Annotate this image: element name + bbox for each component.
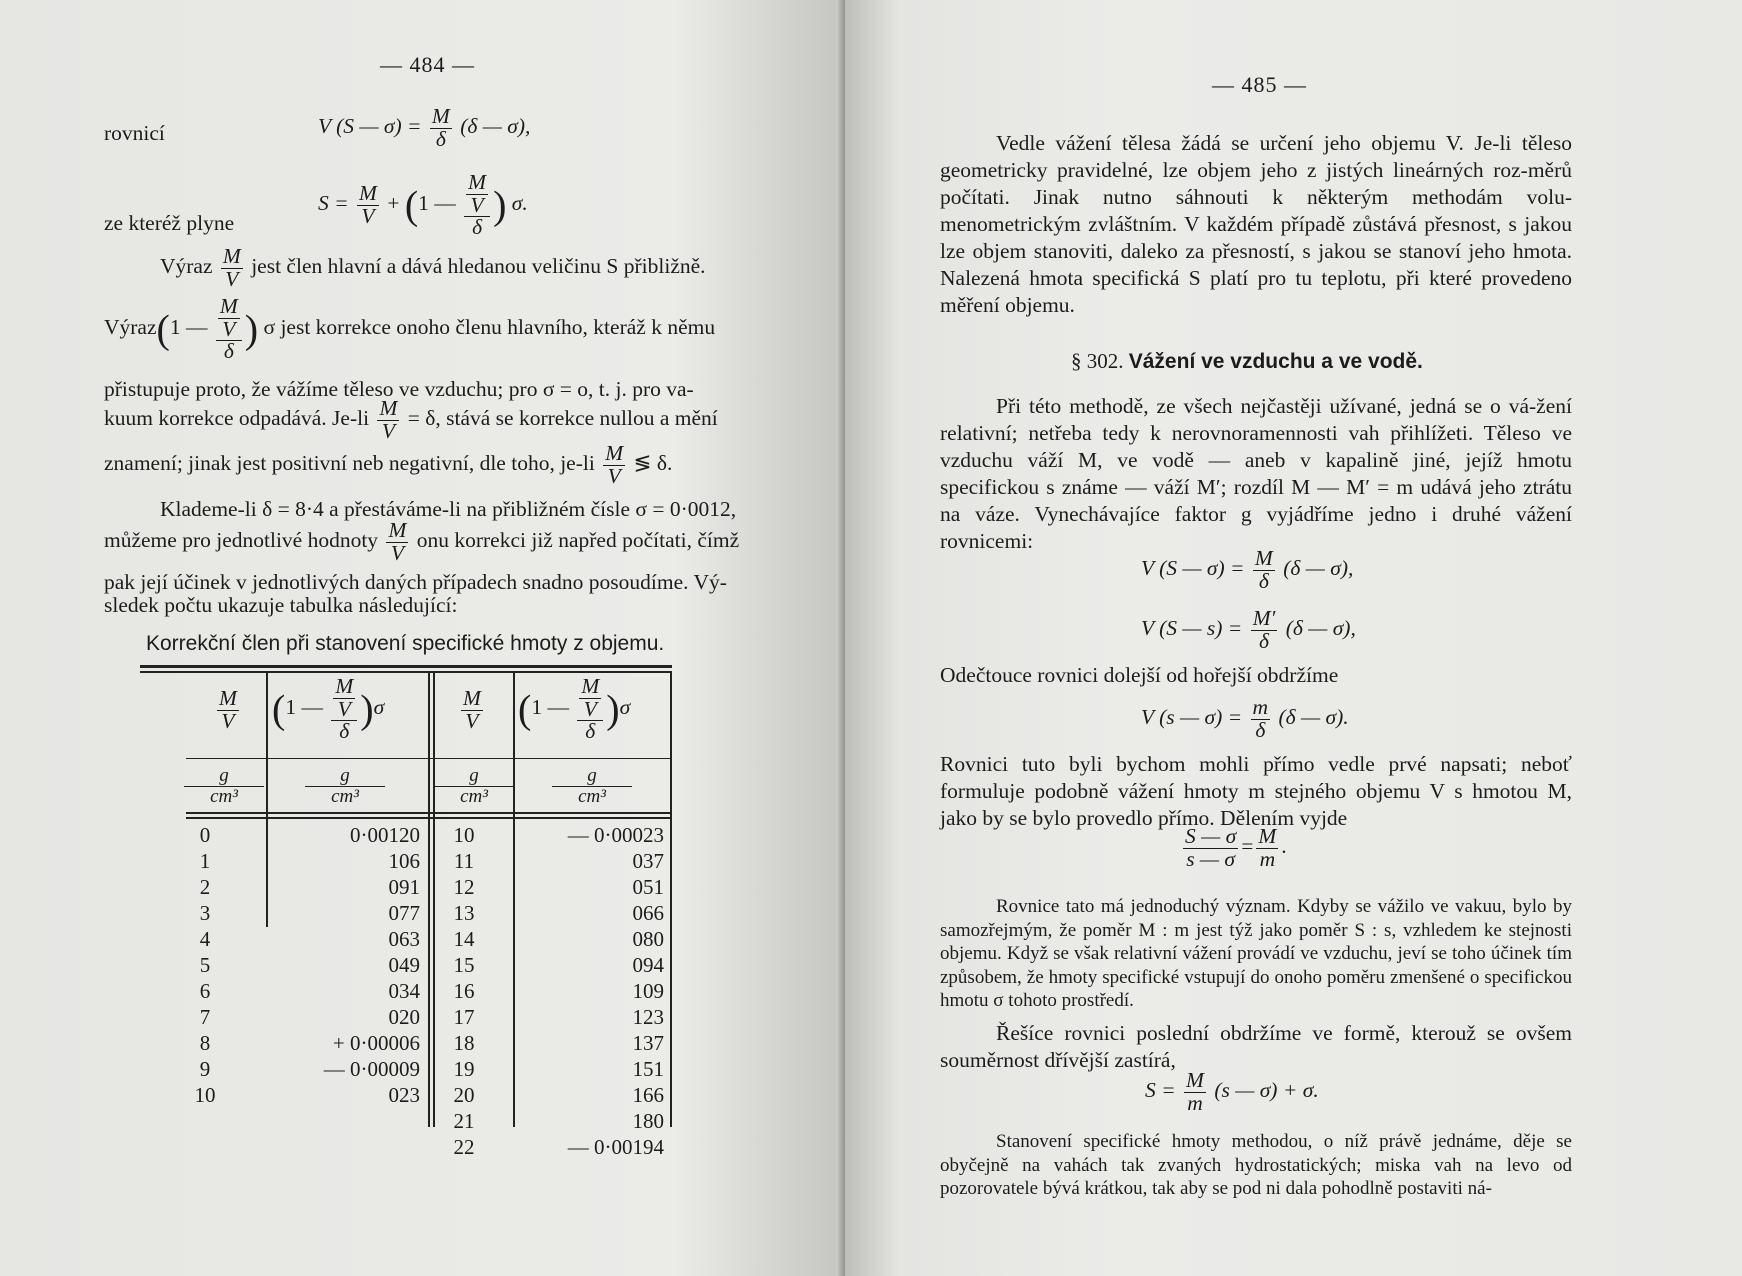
table-cell: 5 xyxy=(199,953,211,977)
equation-a xyxy=(1141,548,1353,592)
table-cell: 080 xyxy=(632,927,664,951)
table-cell: 094 xyxy=(632,953,664,977)
eqA-rhs: (δ — σ), xyxy=(1283,555,1354,580)
table-cell: 109 xyxy=(632,979,664,1003)
paragraph-2: Při této methodě, ze všech nejčastěji užívané, jedná se o vá-žení relativní; netřeba tedy k nerovnoramennosti vah přihlížeti. Těleso ve vzduchu váží M, ve vodě — aneb v kapalině jiné, jejíž hmotu specifickou s známe — váží M′; rozdíl M — M′ = m udává jeho ztrátu na váze. Vynechávajíce faktor g vyjádříme jedno i druhé vážení rovnicemi: xyxy=(940,394,1572,553)
vyraz1-post: jest člen hlavní a dává hledanou veličinu S přibližně. xyxy=(251,253,706,278)
h1-den: V xyxy=(221,708,235,733)
vyraz2-den: δ xyxy=(223,339,234,363)
table-cell: 077 xyxy=(388,901,420,925)
vyraz2-pre: Výraz xyxy=(104,315,157,340)
table-cell: 023 xyxy=(388,1083,420,1107)
table-cell: + 0·00006 xyxy=(332,1031,420,1055)
table-cell: 106 xyxy=(388,849,420,873)
line5-den: V xyxy=(607,463,621,488)
text-line-7 xyxy=(104,520,739,564)
eq2-plus: + xyxy=(387,191,400,216)
column-corr-2 xyxy=(520,822,664,1160)
eqE-lhs: S = xyxy=(1145,1077,1176,1102)
column-corr-1 xyxy=(260,822,420,1108)
table-cell: 14 xyxy=(453,927,475,951)
table-cell: 22 xyxy=(453,1135,475,1159)
table-cell: 17 xyxy=(453,1005,475,1029)
table-cell: 034 xyxy=(388,979,420,1003)
text-line-9: sledek počtu ukazuje tabulka následující: xyxy=(104,593,458,617)
table-cell: 037 xyxy=(632,849,664,873)
left-page xyxy=(0,0,845,1276)
equation-c xyxy=(1141,697,1349,741)
h2-den: δ xyxy=(339,719,350,743)
eqA-num: M xyxy=(1254,546,1273,570)
table-cell: 12 xyxy=(453,875,475,899)
table-cell: 20 xyxy=(453,1083,475,1107)
h2-tail: σ xyxy=(373,695,385,720)
page-number: — 484 — xyxy=(380,52,475,77)
unit-2-num: g xyxy=(305,766,385,787)
table-cell: 6 xyxy=(199,979,211,1003)
vyraz-line-1 xyxy=(160,246,706,290)
unit-4-den: cm³ xyxy=(578,786,606,807)
line7-num: M xyxy=(388,518,407,542)
line4-pre: kuum korrekce odpadává. Je-li xyxy=(104,405,370,430)
table-cell: 091 xyxy=(388,875,420,899)
table-cell: 3 xyxy=(199,901,211,925)
line5-post: ≶ δ. xyxy=(633,450,673,475)
line4-num: M xyxy=(379,396,398,420)
eqC-num: m xyxy=(1252,695,1269,719)
vyraz2-one: 1 — xyxy=(169,315,208,340)
paragraph-7: Stanovení specifické hmoty methodou, o níž právě jednáme, děje se obyčejně na vahách tak zvaných hydrostatických; miska vah na levo od pozorovatele bývá krátkou, tak aby se pod ni dala pohodlně postaviti ná- xyxy=(940,1131,1572,1199)
table-cell: 2 xyxy=(199,875,211,899)
eqC-den: δ xyxy=(1255,717,1266,742)
correction-table xyxy=(140,660,672,1190)
eq2-f2-mid: V xyxy=(470,192,484,217)
text-line-8: pak její účinek v jednotlivých daných případech snadno posoudíme. Vý- xyxy=(104,570,727,594)
header-mv-1 xyxy=(214,688,242,732)
table-cell: 15 xyxy=(453,953,475,977)
eq2-one: 1 — xyxy=(418,191,456,216)
table-cell: 0 xyxy=(199,823,211,847)
h4-mid: V xyxy=(583,696,597,721)
eqE-den: m xyxy=(1187,1090,1203,1115)
table-cell: 8 xyxy=(199,1031,211,1055)
header-corr-2: (1 — $\frac{\frac{M}{V}}{\delta}$ )σ xyxy=(518,674,631,743)
eqB-rhs: (δ — σ), xyxy=(1285,615,1356,640)
equation-e xyxy=(1145,1070,1319,1114)
paragraph-1: Vedle vážení tělesa žádá se určení jeho objemu V. Je-li těleso geometricky pravidelné, lze objem jeho z jistých lineárných roz-měrů počítati. Jinak nutno sáhnouti k některým methodám volu-menometrickým zvláštním. V každém případě zůstává přesnost, s jakou lze objem stanoviti, daleko za přesností, s jakou se stanoví jeho hmota. Nalezená hmota specifická S platí pro tu teplotu, při které provedeno měření objemu. xyxy=(940,131,1572,317)
eq2-f1-den: V xyxy=(361,203,375,228)
table-cell: 21 xyxy=(453,1109,475,1133)
table-cell: 049 xyxy=(388,953,420,977)
h2-top: M xyxy=(335,674,354,698)
eqA-den: δ xyxy=(1258,568,1269,593)
vyraz2-post: σ jest korrekce onoho členu hlavního, kteráž k němu xyxy=(263,315,716,340)
eqD-eq: = xyxy=(1241,833,1254,858)
unit-3 xyxy=(434,766,514,807)
unit-2-den: cm³ xyxy=(331,786,359,807)
table-cell: 066 xyxy=(632,901,664,925)
line5-pre: znamení; jinak jest positivní neb negativní, dle toho, je-li xyxy=(104,450,595,475)
h2-mid: V xyxy=(337,696,351,721)
text-line-5 xyxy=(104,443,672,487)
eqD-d1: s — σ xyxy=(1186,846,1236,871)
table-cell: 151 xyxy=(632,1057,664,1081)
eq2-f2-den: δ xyxy=(472,215,483,239)
text-line-3: přistupuje proto, že vážíme těleso ve vzduchu; pro σ = o, t. j. pro va- xyxy=(104,377,694,401)
table-cell: 7 xyxy=(199,1005,211,1029)
vyraz2-top: M xyxy=(219,294,238,318)
equation-2: S = $\frac{M}{V}$ + (1 — $\frac{\frac{M}{V}}{\delta}$ ) σ. xyxy=(318,170,528,239)
eq2-f2-top: M xyxy=(468,170,487,194)
right-page xyxy=(845,0,1742,1276)
eqB-den: δ xyxy=(1259,628,1269,653)
vyraz1-num: M xyxy=(222,244,241,268)
unit-1-num: g xyxy=(184,766,264,787)
table-cell: 19 xyxy=(453,1057,475,1081)
section-heading xyxy=(1071,349,1423,374)
unit-1-den: cm³ xyxy=(210,786,238,807)
line4-den: V xyxy=(381,418,395,443)
vyraz2-mid: V xyxy=(222,316,236,341)
eqE-num: M xyxy=(1186,1068,1204,1092)
table-cell: 18 xyxy=(453,1031,475,1055)
eqB-num: M′ xyxy=(1252,606,1276,630)
table-cell: 1 xyxy=(199,849,211,873)
h4-den: δ xyxy=(585,719,596,743)
eq1-den: δ xyxy=(435,126,446,151)
eq2-label: ze kteréž plyne xyxy=(104,211,235,235)
h4-one: 1 — xyxy=(531,695,569,720)
equation-1 xyxy=(318,106,530,150)
eqD-n2: M xyxy=(1258,824,1277,848)
unit-4-num: g xyxy=(552,766,632,787)
line5-num: M xyxy=(605,441,624,465)
h2-one: 1 — xyxy=(285,695,323,720)
table-cell: 020 xyxy=(388,1005,420,1029)
eqA-lhs: V (S — σ) = xyxy=(1141,555,1245,580)
h4-tail: σ xyxy=(619,695,631,720)
h1-num: M xyxy=(219,686,237,710)
eq1-rhs: (δ — σ), xyxy=(460,113,531,138)
paragraph-6: Řešíce rovnici poslední obdržíme ve formě, kterouž se ovšem souměrnost dřívější zastírá, xyxy=(940,1021,1572,1072)
table-cell: 10 xyxy=(194,1083,216,1107)
eq2-lhs: S = xyxy=(318,191,349,216)
eq1-lhs: V (S — σ) = xyxy=(318,113,422,138)
vyraz1-pre: Výraz xyxy=(160,253,213,278)
line7-den: V xyxy=(390,540,404,565)
table-cell: 063 xyxy=(388,927,420,951)
table-cell: 137 xyxy=(632,1031,664,1055)
unit-4 xyxy=(552,766,632,807)
line7-pre: můžeme pro jednotlivé hodnoty xyxy=(104,527,379,552)
text-line-6: Klademe-li δ = 8·4 a přestáváme-li na přibližném čísle σ = 0·0012, xyxy=(160,497,737,521)
table-cell: 13 xyxy=(453,901,475,925)
vyraz1-den: V xyxy=(225,266,239,291)
page-number: — 485 — xyxy=(1212,72,1307,97)
h4-top: M xyxy=(581,674,600,698)
line7-post: onu korrekci již napřed počítati, čímž xyxy=(416,527,740,552)
table-cell: — 0·00023 xyxy=(567,823,664,847)
eq2-f1-num: M xyxy=(359,181,377,206)
h3-num: M xyxy=(463,686,481,710)
eqD-n1: S — σ xyxy=(1185,824,1237,848)
section-title: Vážení ve vzduchu a ve vodě. xyxy=(1128,350,1423,373)
table-cell: — 0·00194 xyxy=(567,1135,664,1159)
eqC-rhs: (δ — σ). xyxy=(1278,704,1349,729)
table-cell: 16 xyxy=(453,979,475,1003)
text-line-4 xyxy=(104,398,718,442)
eqD-d2: m xyxy=(1259,846,1276,871)
h3-den: V xyxy=(465,708,479,733)
table-cell: 9 xyxy=(199,1057,211,1081)
eqE-rhs: (s — σ) + σ. xyxy=(1214,1077,1319,1102)
header-corr-1: (1 — $\frac{\frac{M}{V}}{\delta}$ )σ xyxy=(272,674,385,743)
table-cell: 166 xyxy=(632,1083,664,1107)
equation-b xyxy=(1141,608,1356,652)
table-cell: 123 xyxy=(632,1005,664,1029)
table-cell: 10 xyxy=(453,823,475,847)
eqB-lhs: V (S — s) = xyxy=(1141,615,1243,640)
table-cell: 180 xyxy=(632,1109,664,1133)
eq1-num: M xyxy=(431,104,450,128)
table-cell: 11 xyxy=(453,849,475,873)
eqC-lhs: V (s — σ) = xyxy=(1141,704,1243,729)
paragraph-3: Odečtouce rovnici dolejší od hořejší obdržíme xyxy=(940,663,1339,687)
table-cell: 051 xyxy=(632,875,664,899)
table-cell: 4 xyxy=(199,927,211,951)
column-mv-2 xyxy=(436,822,492,1160)
line4-post: = δ, stává se korrekce nullou a mění xyxy=(407,405,718,430)
vyraz-line-2: Výraz(1 — $\frac{\frac{M}{V}}{\delta}$ ) σ jest korrekce onoho členu hlavního, kteráž k němu xyxy=(104,294,716,363)
header-mv-2 xyxy=(458,688,486,732)
unit-3-den: cm³ xyxy=(460,786,488,807)
section-number: § 302. xyxy=(1071,349,1124,373)
paragraph-5: Rovnice tato má jednoduchý význam. Kdyby se vážilo ve vakuu, bylo by samozřejmým, že poměr M : m jest týž jako poměr S : s, vzhledem ke stejnosti objemu. Když se však relativní vážení provádí ve vzduchu, jeví se toho účinek tím způsobem, že hmoty specifické vstupují do onoho poměru zmenšené o specifickou hmotu σ tohoto prostředí. xyxy=(940,896,1572,1011)
unit-1 xyxy=(184,766,264,807)
column-mv-1 xyxy=(190,822,220,1108)
paragraph-4: Rovnici tuto byli bychom mohli přímo vedle prvé napsati; neboť formuluje podobně vážení hmoty m stejného objemu V s hmotou M, jako by se bylo provedlo přímo. Dělením vyjde xyxy=(940,752,1572,830)
unit-3-num: g xyxy=(434,766,514,787)
table-cell: — 0·00009 xyxy=(323,1057,420,1081)
eq2-tail: σ. xyxy=(511,191,528,216)
unit-2 xyxy=(305,766,385,807)
table-title: Korrekční člen při stanovení specifické hmoty z objemu. xyxy=(146,632,665,655)
table-cell: 0·00120 xyxy=(350,823,420,847)
equation-d xyxy=(1180,826,1287,870)
eq1-label: rovnicí xyxy=(104,121,165,145)
eqD-dot: . xyxy=(1281,833,1287,858)
